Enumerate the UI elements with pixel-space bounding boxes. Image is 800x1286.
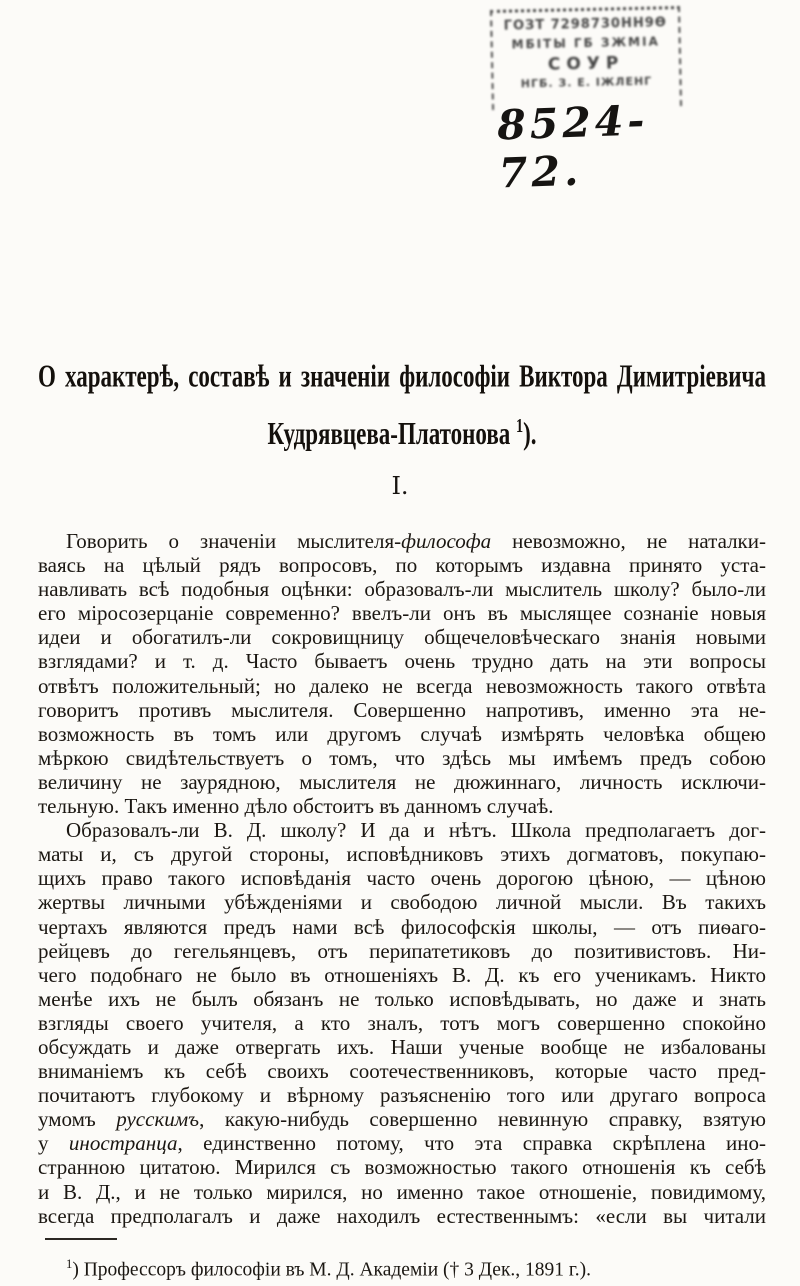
- text-segment: умомъ: [38, 1107, 117, 1132]
- italic-word: иностранца: [68, 1131, 178, 1156]
- stamp-line: НГБ. З. Е. ІЖЛЕНГ: [520, 74, 653, 91]
- text-line: рейцевъ до гегельянцевъ, отъ перипатетиковъ до позитивистовъ. Ни-: [38, 938, 766, 963]
- text-line: [38, 1107, 766, 1131]
- library-stamp: [490, 6, 682, 110]
- italic-word: русскимъ: [116, 1107, 200, 1132]
- footnote-reference: 1: [515, 415, 524, 438]
- text-line: мѣркою свидѣтельствуетъ о томъ, что здѣсь мы имѣемъ предъ собою: [38, 745, 766, 770]
- text-line: тельную. Такъ именно дѣло обстоитъ въ данномъ случаѣ.: [38, 794, 554, 819]
- text-line: странною цитатою. Мирился съ возможностью такого отношенія къ себѣ: [38, 1155, 766, 1180]
- text-line: Образовалъ-ли В. Д. школу? И да и нѣтъ. Школа предполагаетъ дог-: [66, 818, 766, 843]
- text-segment: Говорить о значеніи мыслителя-: [66, 529, 402, 553]
- text-line: его міросозерцаніе современно? ввелъ-ли онъ въ мыслящее сознаніе новыя: [38, 601, 766, 626]
- text-segment: у: [38, 1131, 69, 1156]
- text-line: отвѣтъ положительный; но далеко не всегда невозможность такого отвѣта: [38, 673, 766, 698]
- text-line: взглядами? и т. д. Часто бываетъ очень трудно дать на эти вопросы: [38, 649, 766, 674]
- title-line-2-tail: ).: [523, 416, 537, 451]
- footnote: [38, 1252, 766, 1283]
- text-line: вниманіемъ къ себѣ своихъ соотечественниковъ, которые часто пред-: [38, 1059, 766, 1084]
- stamp-line: СОУР: [547, 53, 625, 75]
- body-text: [38, 529, 766, 1228]
- text-line: [38, 529, 766, 553]
- text-line: всегда предполагалъ и даже находилъ естественнымъ: «если вы читали: [38, 1203, 766, 1228]
- text-line: щихъ право такого исповѣданія часто очень дорогою цѣною, — цѣною: [38, 866, 766, 891]
- stamp-line: ГОЗТ 7298730НН9Ѳ: [503, 15, 668, 34]
- text-line: менѣе ихъ не былъ обязанъ не только исповѣдывать, но даже и знать: [38, 986, 766, 1011]
- section-numeral: I.: [391, 472, 409, 500]
- text-line: почитаютъ глубокому и вѣрному разъясненію того или другаго вопроса: [38, 1083, 766, 1108]
- title-line-1: О характерѣ, составѣ и значеніи философіи Виктора Димитріевича: [38, 358, 766, 394]
- title-line-2: [38, 402, 766, 459]
- text-line: маты и, съ другой стороны, исповѣдниковъ этихъ догматовъ, покупаю-: [38, 842, 766, 867]
- text-line: [38, 1131, 766, 1155]
- footnote-divider: [45, 1238, 117, 1240]
- text-line: и В. Д., и не только мирился, но именно такое отношеніе, повидимому,: [38, 1179, 766, 1204]
- handwritten-accession-number: 8524-72.: [496, 96, 650, 198]
- text-line: взгляды своего учителя, а кто зналъ, тотъ могъ совершенно спокойно: [38, 1010, 766, 1035]
- text-line: чертахъ являются предъ нами всѣ философскія школы, — отъ пиѳаго-: [38, 914, 766, 939]
- text-segment: невозможно, не наталки-: [491, 529, 766, 553]
- text-line: чего подобнаго не было въ отношеніяхъ В. Д. къ его ученикамъ. Никто: [38, 962, 766, 987]
- text-line: идеи и обогатилъ-ли сокровищницу общечеловѣческаго знанія новыми: [38, 625, 766, 650]
- text-line: навливать всѣ подобныя оцѣнки: образовалъ-ли мыслитель школу? было-ли: [38, 577, 766, 602]
- footnote-text: ) Профессоръ философіи въ М. Д. Академіи († 3 Дек., 1891 г.).: [72, 1259, 591, 1281]
- text-line: обсуждать и даже отвергать ихъ. Наши ученые вообще не избалованы: [38, 1034, 766, 1059]
- italic-word: философа: [401, 529, 492, 553]
- text-line: величину не заурядною, мыслителя не дюжиннаго, личность исключи-: [38, 769, 766, 794]
- article-title: [38, 352, 766, 459]
- text-line: говоритъ противъ мыслителя. Совершенно напротивъ, именно эта не-: [38, 697, 766, 722]
- text-line: ваясь на цѣлый рядъ вопросовъ, по которымъ издавна принято уста-: [38, 553, 766, 578]
- title-line-2-text: Кудрявцева-Платонова: [267, 416, 516, 451]
- text-segment: , какую-нибудь совершенно невинную справку, взятую: [199, 1107, 766, 1132]
- stamp-line: МБІТЫ ГБ ЗЖМІА: [511, 34, 660, 52]
- text-segment: , единственно потому, что эта справка скрѣплена ино-: [177, 1131, 766, 1156]
- text-line: жертвы личными убѣжденіями и свободою личной мысли. Въ такихъ: [38, 890, 766, 915]
- footnote-marker: 1: [66, 1257, 73, 1271]
- text-line: возможность въ томъ или другомъ случаѣ измѣрять человѣка общею: [38, 721, 766, 746]
